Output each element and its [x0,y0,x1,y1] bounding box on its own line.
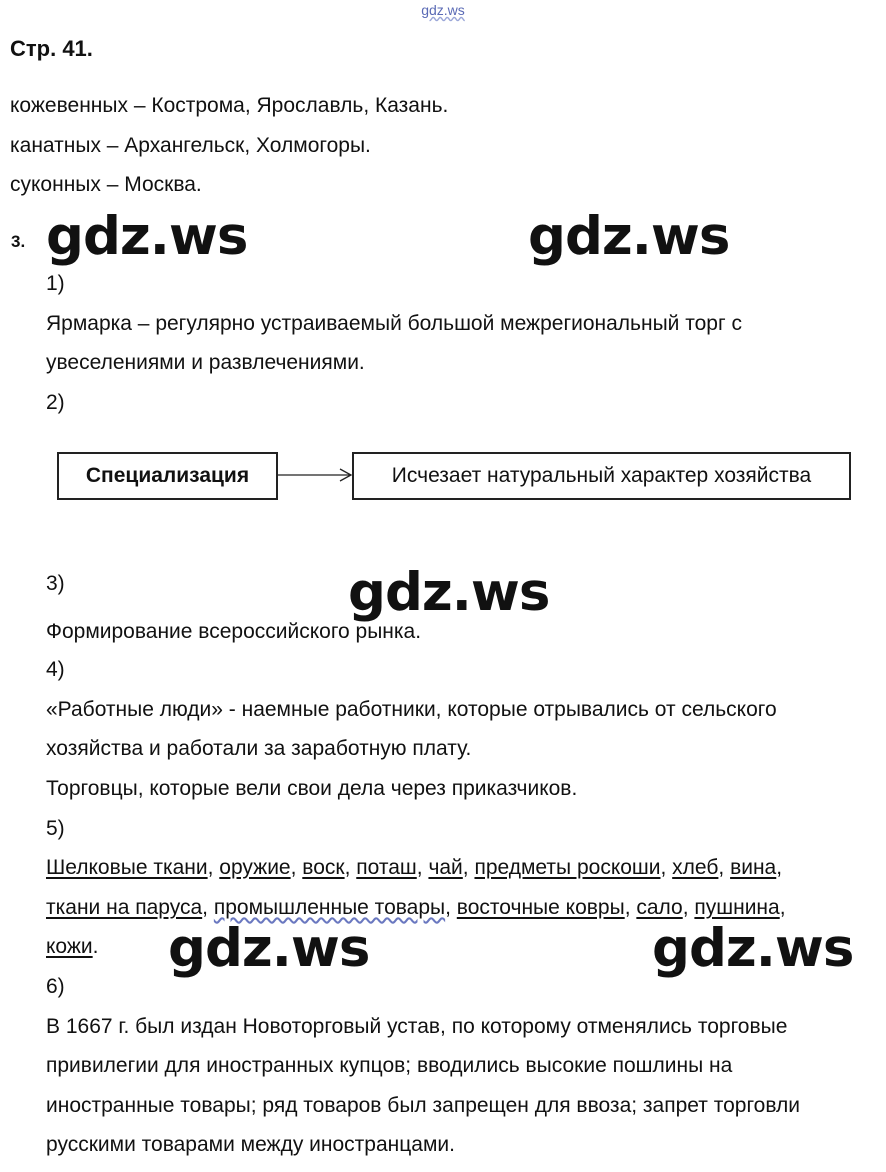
q1-label: 1) [46,272,65,295]
goods-item: Шелковые ткани [46,856,208,879]
goods-item: ткани на паруса [46,896,203,919]
q6-text-line: В 1667 г. был издан Новоторговый устав, по которому отменялись торговые [46,1015,788,1038]
q4-text-line: «Работные люди» - наемные работники, которые отрывались от сельского [46,698,777,721]
q3-label: 3) [46,572,65,595]
goods-item: воск [302,856,345,879]
q1-text-line: Ярмарка – регулярно устраиваемый большой межрегиональный торг с [46,312,742,335]
q5-items-line: кожи. [46,935,99,958]
q5-items-line: Шелковые ткани, оружие, воск, поташ, чай, предметы роскоши, хлеб, вина, [46,856,783,879]
goods-item: оружие [219,856,291,879]
goods-item: восточные ковры [456,896,625,919]
intro-line: канатных – Архангельск, Холмогоры. [10,134,371,157]
watermark: gdz.ws [528,206,730,267]
watermark: gdz.ws [46,206,248,267]
diagram-arrow [278,466,354,484]
q6-text-line: русскими товарами между иностранцами. [46,1133,455,1156]
goods-item: хлеб [672,856,719,879]
goods-item: сало [636,896,683,919]
q6-label: 6) [46,975,65,998]
goods-item: поташ [356,856,417,879]
q5-label: 5) [46,817,65,840]
watermark: gdz.ws [652,918,854,979]
watermark: gdz.ws [168,918,370,979]
diagram-box-result [352,452,851,500]
task-number: 3. [11,232,26,251]
q3-text: Формирование всероссийского рынка. [46,620,422,643]
intro-line: суконных – Москва. [10,173,202,196]
diagram-box-specialization [57,452,278,500]
goods-item: промышленные товары [213,896,446,919]
q6-text-line: иностранные товары; ряд товаров был запрещен для ввоза; запрет торговли [46,1094,800,1117]
q6-text-line: привилегии для иностранных купцов; вводились высокие пошлины на [46,1054,733,1077]
diagram-right-text: Исчезает натуральный характер хозяйства [391,464,812,487]
q2-label: 2) [46,391,65,414]
site-mark: gdz.ws [421,2,465,18]
q4-text-line: хозяйства и работали за заработную плату. [46,737,472,760]
q4-label: 4) [46,658,65,681]
goods-item: кожи [46,935,93,958]
goods-item: чай [428,856,463,879]
watermark: gdz.ws [348,562,550,623]
goods-item: предметы роскоши [474,856,661,879]
goods-item: пушнина [694,896,780,919]
intro-line: кожевенных – Кострома, Ярославль, Казань. [10,94,449,117]
page-title: Стр. 41. [10,36,93,61]
goods-item: вина [730,856,777,879]
q4-text-line: Торговцы, которые вели свои дела через приказчиков. [46,777,578,800]
q5-items-line: ткани на паруса, промышленные товары, восточные ковры, сало, пушнина, [46,896,786,919]
q1-text-line: увеселениями и развлечениями. [46,351,365,374]
diagram-left-text: Специализация [85,464,250,487]
